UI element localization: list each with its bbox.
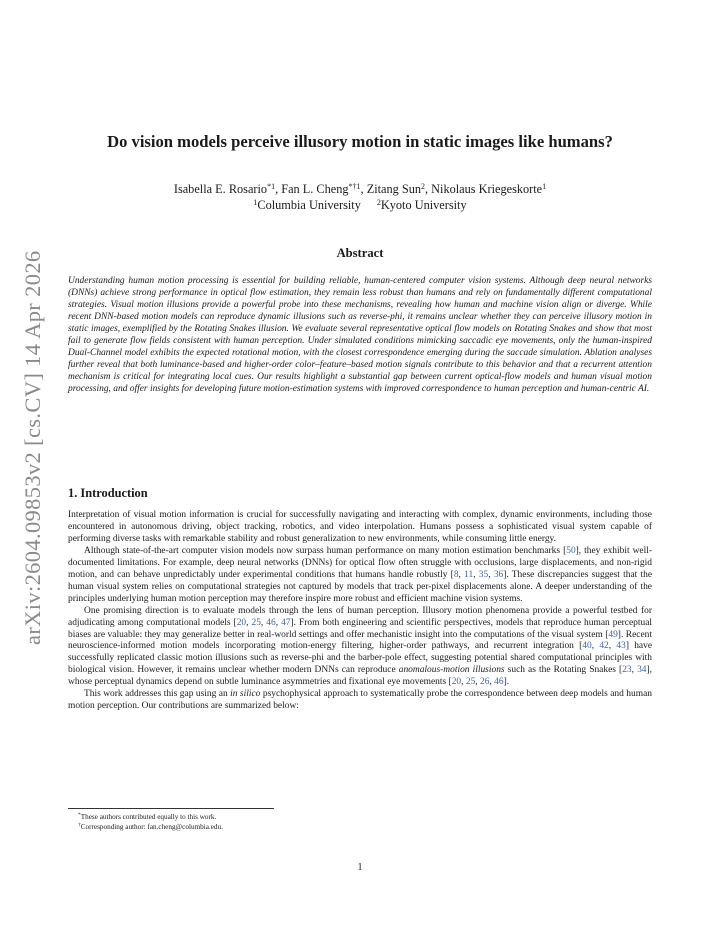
citation-link[interactable]: 47 <box>281 617 291 628</box>
text-run: psychophysical approach to systematically probe the correspondence between deep models and human motion perception. Our contributions are summarized below: <box>68 689 652 712</box>
citation-link[interactable]: 49 <box>608 629 618 640</box>
affiliation-mark: 1 <box>253 198 258 207</box>
abstract-text: Understanding human motion processing is essential for building reliable, human-centered computer vision systems. Although deep neural networks (DNNs) achieve strong performance in optical flow estimation, they remain less robust than humans and rely on fundamentally different computational strategies. Visual motion illusions provide a powerful probe into these mechanisms, revealing how human and machine vision align or diverge. While recent DNN-based motion models can reproduce dynamic illusions such as reverse-phi, it remains unclear whether they can perceive illusory motion in static images, exemplified by the Rotating Snakes illusion. We evaluate several representative optical flow models on Rotating Snakes and show that most fail to generate flow fields consistent with human perception. Under simulated conditions mimicking saccadic eye movements, only the human-inspired Dual-Channel model exhibits the expected rotational motion, with the closest correspondence emerging during the saccade simulation. Ablation analyses further reveal that both luminance-based and higher-order color–feature–based motion signals contribute to this behavior and that a recurrent attention mechanism is critical for integrating local cues. Our results highlight a substantial gap between current optical-flow models and human visual motion processing, and offer insights for developing future motion-estimation systems with improved correspondence to human perception and human-centric AI. <box>68 276 652 395</box>
citation-link[interactable]: 43 <box>616 641 626 652</box>
text-run: ], whose perceptual dynamics depend on subtle luminance asymmetries and fixational eye movements [ <box>68 665 653 688</box>
footnote-divider <box>68 808 274 809</box>
footnote-text: Corresponding author: fan.cheng@columbia.edu. <box>80 823 223 831</box>
section-heading: 1. Introduction <box>68 486 148 500</box>
text-run: ], they exhibit well-documented limitations. For example, deep neural networks (DNNs) for optical flow often struggle with occlusions, large displacements, and non-rigid motion, and can behave unpredictably under experimental conditions that humans handle robustly [ <box>68 545 652 580</box>
text-run: such as the Rotating Snakes [ <box>504 665 623 676</box>
footnote-text: These authors contributed equally to this work. <box>80 813 217 821</box>
citation-link[interactable]: 20 <box>451 677 462 688</box>
footnote-mark: † <box>78 822 81 828</box>
citation-link[interactable]: 36 <box>493 569 504 580</box>
paper-title: Do vision models perceive illusory motion in static images like humans? <box>107 132 613 151</box>
author-mark: *†1 <box>348 182 361 191</box>
text-run: ] have successfully replicated classic motion illusions such as reverse-phi and the barber-pole effect, suggesting potential shared computational principles with biological vision. However, it remains unclear whether modern DNNs can reproduce <box>68 641 653 676</box>
text-run: One promising direction is to evaluate models through the lens of human perception. Illusory motion phenomena provide a powerful testbed for adjudicating among computational models [ <box>68 605 652 628</box>
citation-link[interactable]: 11 <box>464 569 474 580</box>
citation-link[interactable]: 25 <box>465 677 476 688</box>
text-run: This work addresses this gap using an <box>84 689 231 700</box>
author-mark: 1 <box>542 182 547 191</box>
text-run: Although state-of-the-art computer vision models now surpass human performance on many motion estimation benchmarks [ <box>84 545 567 556</box>
text-run: ]. Recent neuroscience-informed motion models incorporating motion-energy filtering, higher-order pathways, and recurrent integration [ <box>68 629 652 652</box>
citation-link[interactable]: 25 <box>251 617 261 628</box>
author-name: Fan L. Cheng <box>281 182 349 196</box>
affiliation-list <box>60 198 660 213</box>
affiliation-name: Columbia University <box>257 198 361 212</box>
footnote <box>68 812 652 822</box>
citation-link[interactable]: 20 <box>236 617 247 628</box>
affiliation-mark: 2 <box>376 198 381 207</box>
citation-link[interactable]: 40 <box>582 641 592 652</box>
page-number: 1 <box>357 862 363 873</box>
paragraph: One promising direction is to evaluate models through the lens of human perception. Illusory motion phenomena provide a powerful testbed for adjudicating among computational models [20, 25, 46, 47]. From both engineering and scientific perspectives, models that reproduce human perceptual biases are valuable: they may generalize better in real-world settings and offer mechanistic insight into the computations of the visual system [49]. Recent neuroscience-informed motion models incorporating motion-energy filtering, higher-order pathways, and recurrent integration [40, 42, 43] have successfully replicated classic motion illusions such as reverse-phi and the barber-pole effect, suggesting potential shared computational principles with biological vision. However, it remains unclear whether modern DNNs can reproduce anomalous-motion illusions such as the Rotating Snakes [23, 34], whose perceptual dynamics depend on subtle luminance asymmetries and fixational eye movements [20, 25, 26, 46]. <box>68 605 653 688</box>
citation-link[interactable]: 23 <box>622 665 632 676</box>
author-list: Isabella E. Rosario$^{*1}$, Fan L. Cheng$^{*\dagger 1}$, Zitang Sun$^2$, Nikolaus Kriegeskorte$^1$ <box>173 182 547 196</box>
citation-link[interactable]: 42 <box>599 641 609 652</box>
citation-link[interactable]: 35 <box>478 569 489 580</box>
paragraph: Although state-of-the-art computer vision models now surpass human performance on many motion estimation benchmarks [50], they exhibit well-documented limitations. For example, deep neural networks (DNNs) for optical flow often struggle with occlusions, large displacements, and non-rigid motion, and can behave unpredictably under experimental conditions that humans handle robustly [8, 11, 35, 36]. These discrepancies suggest that the human visual system relies on computational strategies not captured by models that track per-pixel displacements alone. A deeper understanding of the principles underlying human motion perception may therefore inspire more robust and efficient machine vision systems. <box>68 545 653 604</box>
arxiv-identifier: arXiv:2604.09853v2 [cs.CV] 14 Apr 2026 <box>20 250 45 645</box>
author-name: Zitang Sun <box>366 182 421 196</box>
text-run: ]. <box>503 677 510 688</box>
author-mark: *1 <box>267 182 276 191</box>
footnotes <box>68 812 652 832</box>
author-name: Isabella E. Rosario <box>173 182 268 196</box>
paragraph <box>68 689 652 713</box>
text-run: ]. From both engineering and scientific perspectives, models that reproduce human perceptual biases are valuable: they may generalize better in real-world settings and offer mechanistic insight into the computations of the visual system [ <box>68 617 653 640</box>
footnote-mark: * <box>78 812 81 818</box>
citation-link[interactable]: 26 <box>480 677 490 688</box>
text-run: ]. These discrepancies suggest that the human visual system relies on computational strategies not captured by models that track per-pixel displacements alone. A deeper understanding of the principles underlying human motion perception may therefore inspire more robust and efficient machine vision systems. <box>68 569 653 604</box>
citation-link[interactable]: 50 <box>566 545 576 556</box>
citation-link[interactable]: 8 <box>453 569 459 580</box>
citation-link[interactable]: 46 <box>266 617 276 628</box>
footnote <box>68 822 652 832</box>
affiliation-name: Kyoto University <box>380 198 467 212</box>
emphasis: anomalous-motion illusions <box>398 665 505 676</box>
author-name: Nikolaus Kriegeskorte <box>431 182 543 196</box>
abstract-heading: Abstract <box>336 246 384 260</box>
author-mark: 2 <box>421 182 425 191</box>
emphasis: in silico <box>230 689 261 700</box>
paragraph: Interpretation of visual motion information is crucial for successfully navigating and interacting with complex, dynamic environments, including those encountered in autonomous driving, object tracking, robotics, and video interpolation. Humans possess a sophisticated visual system capable of performing diverse tasks with remarkable stability and robust generalization to new environments, while consuming little energy. <box>68 510 652 544</box>
introduction-body <box>68 510 652 713</box>
citation-link[interactable]: 34 <box>637 665 647 676</box>
citation-link[interactable]: 46 <box>494 677 504 688</box>
